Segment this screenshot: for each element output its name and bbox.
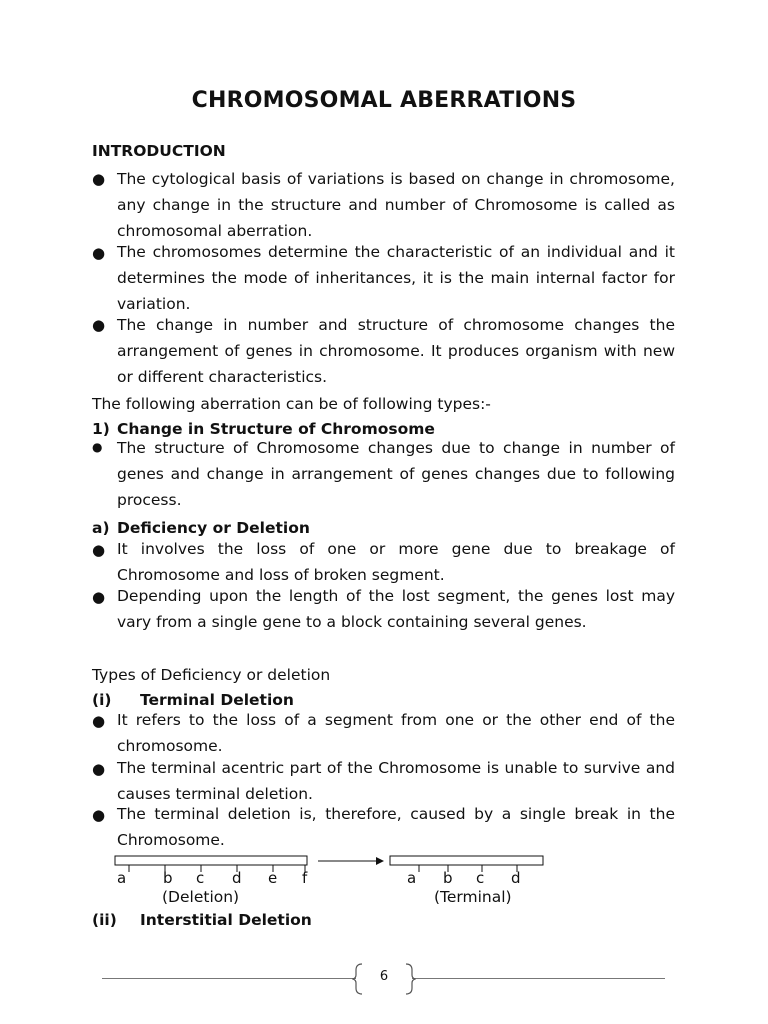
gene-label: b (443, 869, 453, 887)
bullet-icon: ● (92, 588, 106, 606)
bullet-icon: ● (92, 244, 106, 262)
terminal-deletion-diagram (0, 850, 768, 890)
intro-bullet-3: The change in number and structure of chromosome changes the arrangement of genes in chromosome. It produces organism with new or different characteristics. (117, 316, 675, 386)
gene-label: f (302, 869, 308, 887)
page-title: CHROMOSOMAL ABERRATIONS (191, 88, 577, 113)
gene-label: d (232, 869, 242, 887)
intro-bullet-2: The chromosomes determine the characteristic of an individual and it determines the mode of inheritances, it is the main internal factor for variation. (117, 243, 675, 313)
bullet-icon: ● (92, 806, 106, 824)
interstitial-heading: Interstitial Deletion (140, 911, 312, 929)
interstitial-number: (ii) (92, 911, 117, 929)
bullet-icon: ● (92, 712, 106, 730)
terminal-bullet-1: It refers to the loss of a segment from one or the other end of the chromosome. (117, 711, 675, 755)
gene-label: d (511, 869, 521, 887)
section1-number: 1) (92, 420, 110, 438)
page-number: 6 (379, 969, 389, 984)
section1-heading: Change in Structure of Chromosome (117, 420, 435, 438)
gene-label: c (196, 869, 205, 887)
footer-rule-left (102, 978, 356, 979)
chromosome-bar-after (390, 856, 543, 865)
gene-label: a (117, 869, 127, 887)
sectionA-bullet-2: Depending upon the length of the lost segment, the genes lost may vary from a single gene to a block containing several genes. (117, 587, 675, 631)
sectionA-heading: Deficiency or Deletion (117, 519, 310, 537)
terminal-number: (i) (92, 691, 112, 709)
section1-bullet-1: The structure of Chromosome changes due to change in number of genes and change in arrangement of genes changes due to following process. (117, 439, 675, 509)
bullet-icon: ● (92, 541, 106, 559)
gene-label: b (163, 869, 173, 887)
gene-label: a (407, 869, 417, 887)
footer-rule-right (412, 978, 665, 979)
gene-label: e (268, 869, 278, 887)
bullet-icon: ● (92, 440, 103, 454)
sectionA-number: a) (92, 519, 110, 537)
chromosome-bar-before (115, 856, 307, 865)
terminal-bullet-2: The terminal acentric part of the Chromosome is unable to survive and causes terminal deletion. (117, 759, 675, 803)
deletion-caption: (Deletion) (162, 888, 240, 906)
following-types-line: The following aberration can be of following types:- (92, 395, 491, 413)
bullet-icon: ● (92, 170, 106, 188)
intro-bullet-1: The cytological basis of variations is based on change in chromosome, any change in the structure and number of Chromosome is called as chromosomal aberration. (117, 170, 675, 240)
bullet-icon: ● (92, 760, 106, 778)
terminal-caption: (Terminal) (434, 888, 512, 906)
arrow-head-icon (376, 857, 384, 865)
terminal-heading: Terminal Deletion (140, 691, 294, 709)
types-of-deficiency-line: Types of Deficiency or deletion (92, 666, 331, 684)
gene-ticks (129, 865, 517, 872)
bullet-icon: ● (92, 316, 106, 334)
gene-label: c (476, 869, 485, 887)
terminal-bullet-3: The terminal deletion is, therefore, caused by a single break in the Chromosome. (117, 805, 675, 849)
sectionA-bullet-1: It involves the loss of one or more gene due to breakage of Chromosome and loss of broken segment. (117, 540, 675, 584)
intro-heading: INTRODUCTION (92, 142, 226, 160)
